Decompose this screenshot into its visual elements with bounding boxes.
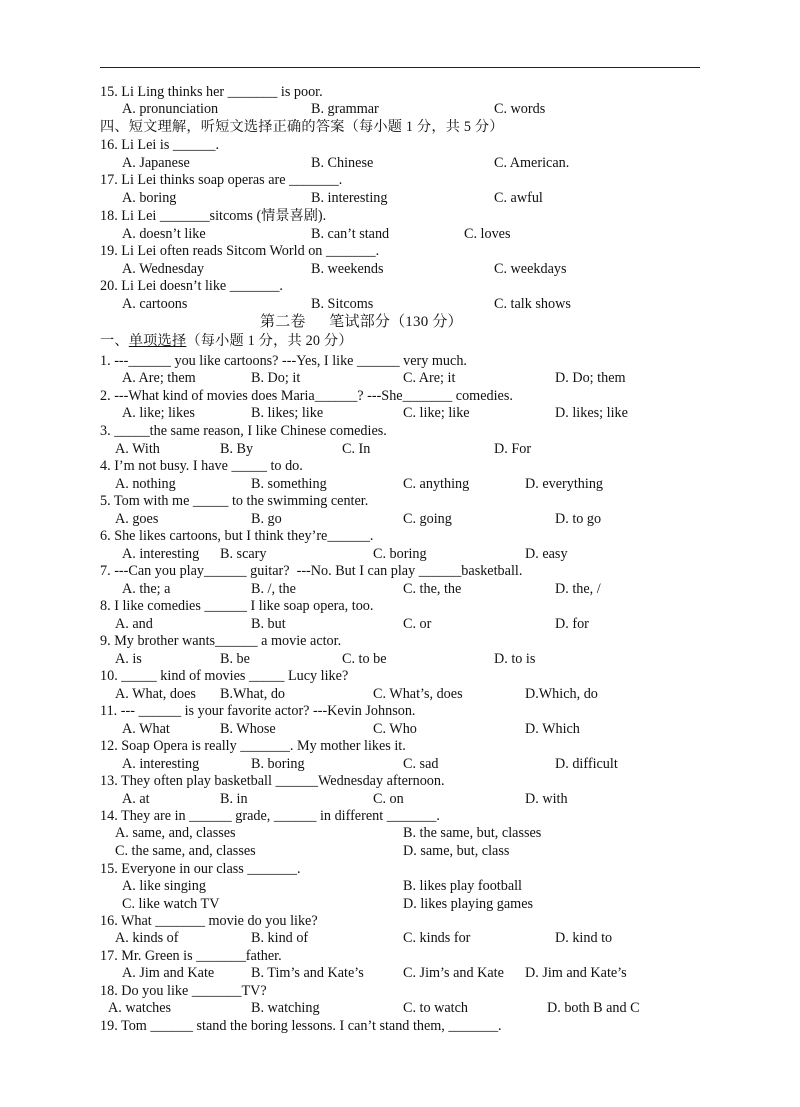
option: C. to be [342, 651, 387, 667]
option: A. boring [122, 190, 177, 206]
question-line: 9. My brother wants______ a movie actor. [100, 633, 342, 649]
section-title: 单项选择 [128, 333, 187, 349]
option: B. grammar [311, 101, 379, 117]
volume-title: 第二卷 笔试部分（130 分） [260, 314, 463, 330]
option: B. Tim’s and Kate’s [251, 965, 364, 981]
option: A. like; likes [122, 405, 195, 421]
question-line: 16. Li Lei is ______. [100, 137, 220, 153]
option: B. likes; like [251, 405, 324, 421]
option: D. with [525, 791, 568, 807]
option: C. weekdays [494, 261, 567, 277]
option: B. go [251, 511, 282, 527]
option: A. is [115, 651, 142, 667]
option: C. the, the [403, 581, 462, 597]
option: C. sad [403, 756, 439, 772]
option: D. same, but, class [403, 843, 510, 859]
question-line: 7. ---Can you play______ guitar? ---No. But I can play ______basketball. [100, 563, 523, 579]
option: A. and [115, 616, 153, 632]
option: D. to go [555, 511, 602, 527]
question-line: 12. Soap Opera is really _______. My mother likes it. [100, 738, 406, 754]
option: A. goes [115, 511, 159, 527]
option: B. interesting [311, 190, 388, 206]
option: C. like; like [403, 405, 470, 421]
option: A. pronunciation [122, 101, 219, 117]
question-line: 6. She likes cartoons, but I think they’re______. [100, 528, 374, 544]
option: A. With [115, 441, 160, 457]
option: C. boring [373, 546, 427, 562]
question-line: 18. Do you like _______TV? [100, 983, 267, 999]
option: A. doesn’t like [122, 226, 206, 242]
option: C. words [494, 101, 546, 117]
option: A. same, and, classes [115, 825, 236, 841]
option: A. interesting [122, 546, 200, 562]
question-line: 11. --- ______ is your favorite actor? ---Kevin Johnson. [100, 703, 416, 719]
option: B. By [220, 441, 254, 457]
question-line: 8. I like comedies ______ I like soap opera, too. [100, 598, 374, 614]
option: B. be [220, 651, 250, 667]
question-line: 15. Li Ling thinks her _______ is poor. [100, 84, 323, 100]
option: B. weekends [311, 261, 384, 277]
question-line: 19. Li Lei often reads Sitcom World on _______. [100, 243, 380, 259]
option: C. or [403, 616, 432, 632]
option: A. nothing [115, 476, 176, 492]
option: B. watching [251, 1000, 320, 1016]
option: A. Are; them [122, 370, 196, 386]
option: D. likes; like [555, 405, 628, 421]
question-line: 13. They often play basketball ______Wednesday afternoon. [100, 773, 445, 789]
question-line: 14. They are in ______ grade, ______ in different _______. [100, 808, 440, 824]
option: C. to watch [403, 1000, 469, 1016]
option: B. in [220, 791, 248, 807]
option: B. kind of [251, 930, 309, 946]
question-line: 20. Li Lei doesn’t like _______. [100, 278, 283, 294]
option: C. talk shows [494, 296, 571, 312]
option: D. easy [525, 546, 568, 562]
option: D. the, / [555, 581, 601, 597]
option: D. to is [494, 651, 536, 667]
option: B. likes play football [403, 878, 523, 894]
option: D. both B and C [547, 1000, 640, 1016]
option: A. Wednesday [122, 261, 205, 277]
question-line: 1. ---______ you like cartoons? ---Yes, I like ______ very much. [100, 353, 467, 369]
option: C. loves [464, 226, 511, 242]
question-line: 17. Mr. Green is _______father. [100, 948, 282, 964]
option: A. cartoons [122, 296, 188, 312]
option: D. For [494, 441, 532, 457]
option: D. Do; them [555, 370, 626, 386]
option: C. the same, and, classes [115, 843, 256, 859]
question-line: 10. _____ kind of movies _____ Lucy like? [100, 668, 349, 684]
section-note: （每小题 1 分，共 20 分） [186, 333, 353, 349]
option: D. everything [525, 476, 604, 492]
option: A. at [122, 791, 150, 807]
section-heading [100, 333, 353, 350]
option: C. Who [373, 721, 417, 737]
option: D. for [555, 616, 589, 632]
option: C. In [342, 441, 371, 457]
question-line: 16. What _______ movie do you like? [100, 913, 318, 929]
option: D. difficult [555, 756, 618, 772]
option: B. Sitcoms [311, 296, 374, 312]
option: D. kind to [555, 930, 613, 946]
option: C. kinds for [403, 930, 471, 946]
option: B. Do; it [251, 370, 301, 386]
option: C. on [373, 791, 404, 807]
question-line: 2. ---What kind of movies does Maria______? ---She_______ comedies. [100, 388, 513, 404]
section-label: 一、 [100, 333, 129, 349]
option: B. scary [220, 546, 267, 562]
option: D. Jim and Kate’s [525, 965, 627, 981]
option: C. Jim’s and Kate [403, 965, 504, 981]
option: A. What [122, 721, 170, 737]
question-line: 15. Everyone in our class _______. [100, 861, 301, 877]
option: D.Which, do [525, 686, 598, 702]
option: C. going [403, 511, 452, 527]
option: B. /, the [251, 581, 296, 597]
question-line: 17. Li Lei thinks soap operas are _______. [100, 172, 343, 188]
option: C. What’s, does [373, 686, 463, 702]
option: A. kinds of [115, 930, 179, 946]
option: C. American. [494, 155, 570, 171]
option: B. something [251, 476, 327, 492]
option: A. Jim and Kate [122, 965, 215, 981]
option: B.What, do [220, 686, 286, 702]
option: A. What, does [115, 686, 196, 702]
question-line: 19. Tom ______ stand the boring lessons. I can’t stand them, _______. [100, 1018, 502, 1034]
option: A. like singing [122, 878, 206, 894]
option: A. watches [108, 1000, 172, 1016]
option: C. Are; it [403, 370, 456, 386]
option: A. interesting [122, 756, 200, 772]
question-line: 4. I’m not busy. I have _____ to do. [100, 458, 303, 474]
option: C. awful [494, 190, 543, 206]
option: B. boring [251, 756, 305, 772]
option: B. but [251, 616, 286, 632]
header-rule [100, 67, 700, 68]
question-line: 3. _____the same reason, I like Chinese comedies. [100, 423, 387, 439]
option: D. Which [525, 721, 580, 737]
question-line: 18. Li Lei _______sitcoms (情景喜剧). [100, 208, 327, 224]
option: D. likes playing games [403, 896, 534, 912]
option: B. can’t stand [311, 226, 390, 242]
option: A. the; a [122, 581, 171, 597]
option: B. the same, but, classes [403, 825, 542, 841]
section-heading: 四、短文理解，听短文选择正确的答案（每小题 1 分，共 5 分） [100, 119, 504, 135]
option: C. like watch TV [122, 896, 220, 912]
option: B. Chinese [311, 155, 374, 171]
option: A. Japanese [122, 155, 190, 171]
question-line: 5. Tom with me _____ to the swimming center. [100, 493, 369, 509]
option: C. anything [403, 476, 470, 492]
option: B. Whose [220, 721, 276, 737]
